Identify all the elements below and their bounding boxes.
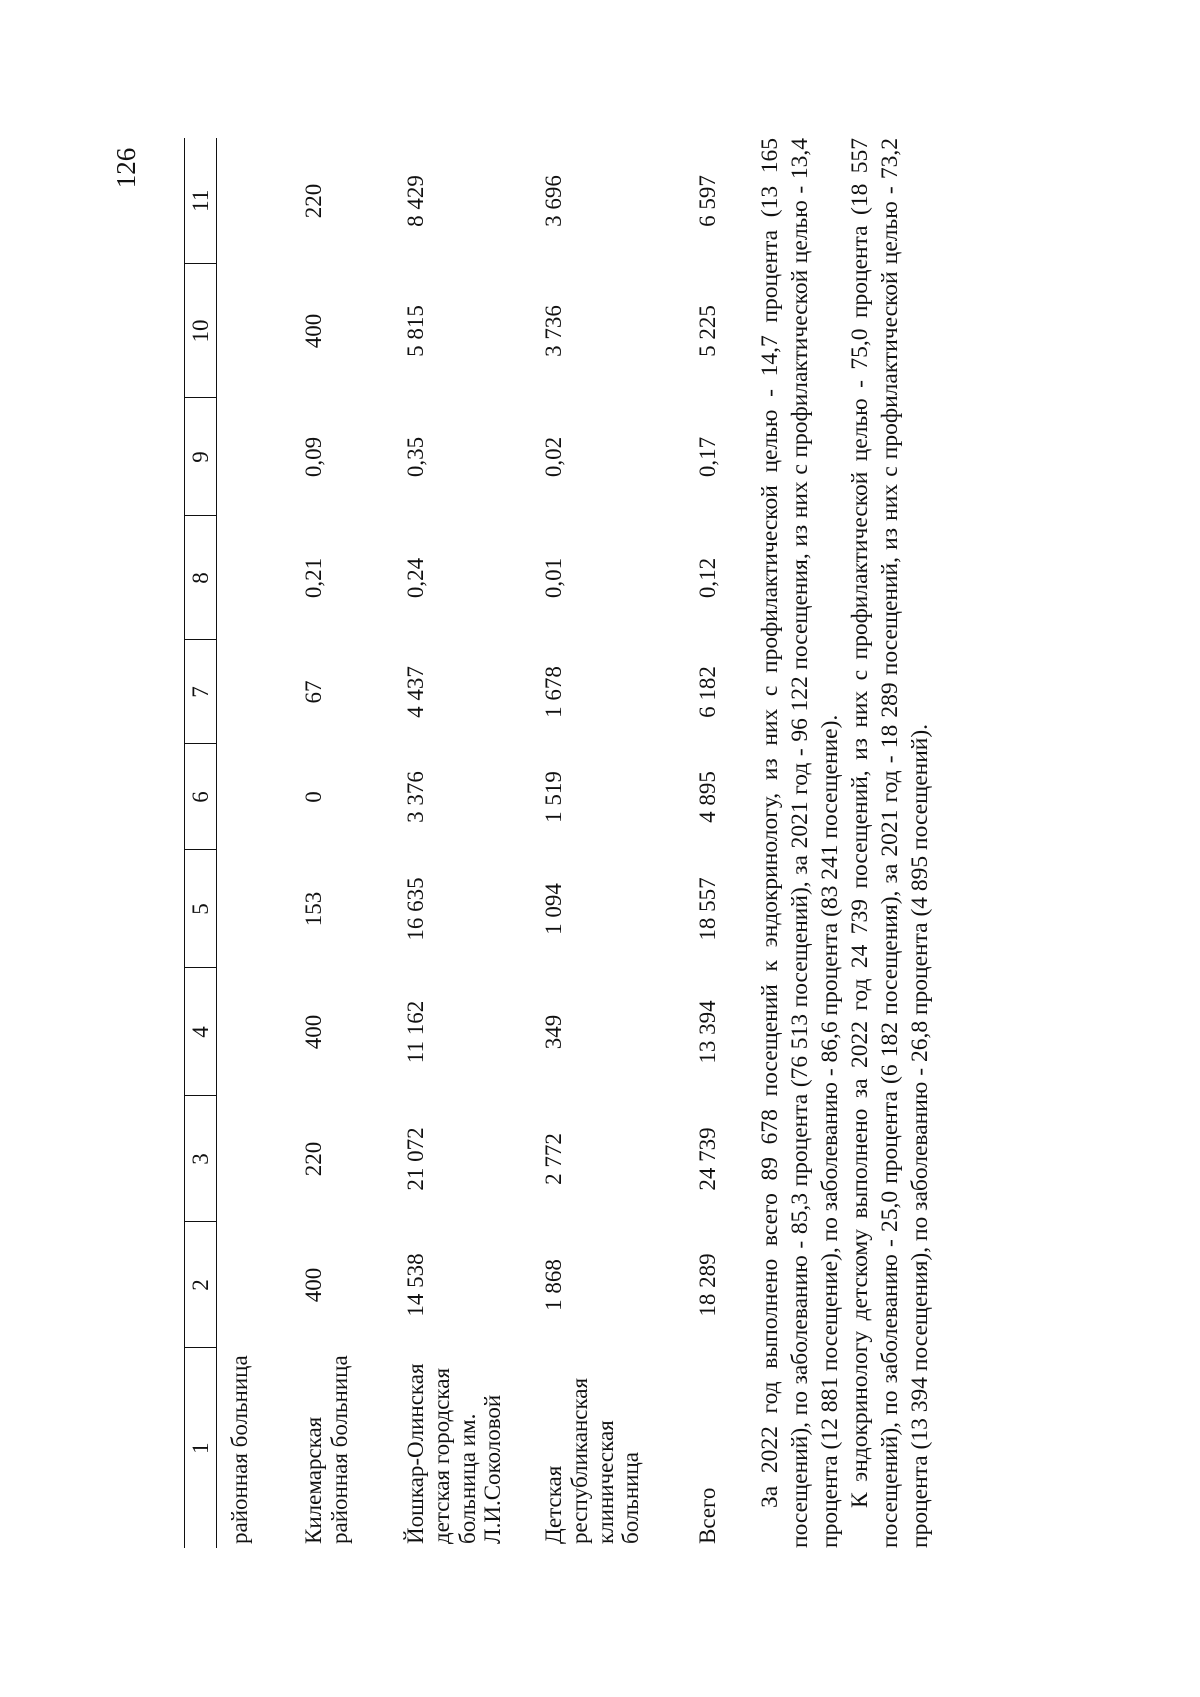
column-header: 11 <box>185 138 217 264</box>
table-cell: 0,02 <box>541 436 566 478</box>
table-cell: 18 289 <box>695 1253 720 1317</box>
column-header: 1 <box>187 1442 213 1454</box>
table-cell: 1 868 <box>541 1259 566 1311</box>
table-row <box>289 138 391 1548</box>
table-cell <box>217 1096 290 1222</box>
hospital-name: Детская республиканская клиническая больница <box>541 1377 644 1544</box>
table-cell: 6 182 <box>695 666 720 718</box>
table-cell: 21 072 <box>403 1127 428 1191</box>
table-cell <box>217 744 290 850</box>
table-cell <box>217 850 290 968</box>
table-cell: 220 <box>301 183 326 219</box>
table-cell: 153 <box>301 891 326 927</box>
page-number: 126 <box>110 147 141 189</box>
table-cell: 0,01 <box>541 557 566 599</box>
table-cell: 67 <box>301 680 326 704</box>
table-cell: 400 <box>301 1267 326 1303</box>
table-row <box>217 138 290 1548</box>
hospital-name: районная больница <box>227 1355 252 1544</box>
paragraph: За 2022 год выполнено всего 89 678 посещений к эндокринологу, из них с профилактической целью - 14,7 процента (13 165 посещений), по заболеванию - 85,3 процента (76 513 посещений), за 2021 год - 96 122 посещения, из них с профилактической целью - 13,4 процента (12 881 посещение), по заболеванию - 86,6 процента (83 241 посещение). <box>757 138 843 1548</box>
table-cell: 4 437 <box>403 666 428 718</box>
table-cell: 24 739 <box>695 1127 720 1191</box>
hospital-name: Йошкар-Олинская детская городская больница им. Л.И.Соколовой <box>403 1363 506 1544</box>
table-row <box>529 138 681 1548</box>
table-cell: 6 597 <box>695 175 720 227</box>
table-row-total <box>681 138 751 1548</box>
table-cell <box>217 640 290 744</box>
body-text <box>755 138 935 1548</box>
table-cell: 0 <box>301 791 326 803</box>
column-header: 5 <box>185 850 217 968</box>
table-cell: 0,35 <box>403 436 428 478</box>
table-cell: 11 162 <box>403 1000 428 1064</box>
table-cell: 8 429 <box>403 175 428 227</box>
column-header: 9 <box>185 398 217 516</box>
table-cell: 4 895 <box>695 771 720 823</box>
table-cell <box>217 138 290 264</box>
table-cell: 18 557 <box>695 877 720 941</box>
table-cell: 220 <box>301 1141 326 1177</box>
table-cell: 5 225 <box>695 305 720 357</box>
table-cell: 0,17 <box>695 436 720 478</box>
column-header: 8 <box>185 516 217 640</box>
table-cell: 400 <box>301 313 326 349</box>
table-cell: 3 736 <box>541 305 566 357</box>
hospital-name: Всего <box>695 1487 720 1544</box>
column-header: 10 <box>185 264 217 398</box>
table-cell: 3 376 <box>403 771 428 823</box>
table-row <box>391 138 529 1548</box>
table-cell <box>217 398 290 516</box>
column-header: 7 <box>185 640 217 744</box>
table-cell <box>217 968 290 1096</box>
data-table <box>184 138 751 1548</box>
table-cell: 0,12 <box>695 557 720 599</box>
table-cell: 0,24 <box>403 557 428 599</box>
rotated-content <box>184 138 944 1548</box>
table-cell: 2 772 <box>541 1133 566 1185</box>
table-cell: 0,09 <box>301 436 326 478</box>
table-cell: 16 635 <box>403 877 428 941</box>
table-cell: 13 394 <box>695 1000 720 1064</box>
column-header: 2 <box>185 1222 217 1348</box>
paragraph: К эндокринологу детскому выполнено за 2022 год 24 739 посещений, из них с профилактической целью - 75,0 процента (18 557 посещений), по заболеванию - 25,0 процента (6 182 посещения), за 2021 год - 18 289 посещений, из них с профилактической целью - 73,2 процента (13 394 посещения), по заболеванию - 26,8 процента (4 895 посещений). <box>847 138 933 1548</box>
table-cell: 14 538 <box>403 1253 428 1317</box>
table-cell: 349 <box>541 1014 566 1050</box>
table-cell: 400 <box>301 1014 326 1050</box>
table-cell: 5 815 <box>403 305 428 357</box>
hospital-name: Килемарская районная больница <box>301 1355 352 1544</box>
column-header: 4 <box>185 968 217 1096</box>
table-cell: 1 094 <box>541 883 566 935</box>
table-cell: 1 519 <box>541 771 566 823</box>
table-cell <box>217 1222 290 1348</box>
table-cell <box>217 516 290 640</box>
table-cell <box>217 264 290 398</box>
table-cell: 1 678 <box>541 666 566 718</box>
table-header-row <box>185 138 217 1548</box>
table-cell: 0,21 <box>301 557 326 599</box>
column-header: 3 <box>185 1096 217 1222</box>
table-cell: 3 696 <box>541 175 566 227</box>
column-header: 6 <box>185 744 217 850</box>
